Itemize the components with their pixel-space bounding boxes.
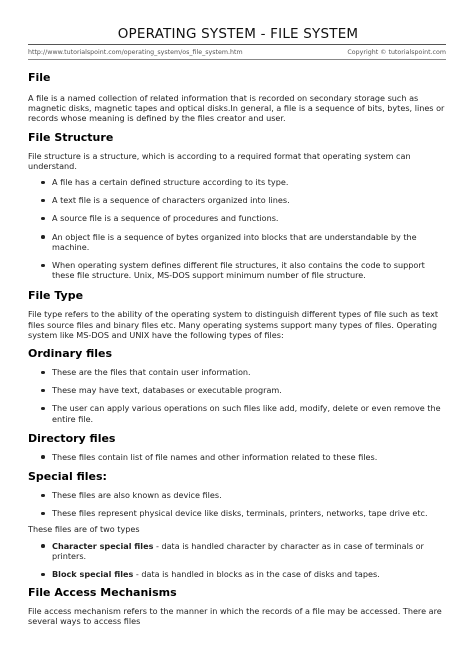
list-item: These may have text, databases or executable program.	[28, 385, 448, 395]
list-item: These are the files that contain user information.	[28, 367, 448, 377]
document-body	[28, 70, 448, 627]
heading-file: File	[28, 71, 51, 84]
list-item: These files are also known as device files.	[28, 490, 448, 500]
heading-file-access-mechanisms: File Access Mechanisms	[28, 586, 177, 600]
directory-files-list	[28, 452, 448, 462]
type-name: Character special files	[52, 540, 154, 551]
list-item	[28, 541, 448, 561]
file-paragraph: A file is a named collection of related information that is recorded on secondary storage such as magnetic disks, magnetic tapes and optical disks.In general, a file is a sequence of bits, bytes, lines or records whose meaning is defined by the files creator and user.	[28, 93, 445, 124]
list-item: A source file is a sequence of procedures and functions.	[28, 213, 448, 223]
file-type-paragraph: File type refers to the ability of the operating system to distinguish different types of file such as text files source files and binary files etc. Many operating systems support many types of files. Operating system like MS-DOS and UNIX have the following types of files:	[28, 309, 439, 340]
list-item: A text file is a sequence of characters organized into lines.	[28, 195, 448, 205]
page-title: OPERATING SYSTEM - FILE SYSTEM	[117, 26, 359, 42]
source-url[interactable]: http://www.tutorialspoint.com/operating_system/os_file_system.htm	[28, 49, 243, 56]
type-description: - data is handled character by character as in case of terminals or printers.	[52, 540, 424, 561]
list-item: These files represent physical device like disks, terminals, printers, networks, tape drive etc.	[28, 508, 448, 518]
heading-special-files: Special files:	[28, 470, 107, 484]
heading-directory-files: Directory files	[28, 431, 116, 445]
file-access-paragraph: File access mechanism refers to the manner in which the records of a file may be accessed. There are several ways to access files	[28, 606, 442, 627]
special-files-list	[28, 490, 448, 518]
ordinary-files-list	[28, 367, 448, 424]
list-item: These files contain list of file names and other information related to these files.	[28, 452, 448, 462]
special-types-intro: These files are of two types	[28, 524, 140, 535]
list-item: When operating system defines different file structures, it also contains the code to support these file structure. Unix, MS-DOS support minimum number of file structure.	[28, 260, 448, 280]
subheader-divider	[28, 59, 446, 60]
type-description: - data is handled in blocks as in the case of disks and tapes.	[133, 569, 380, 580]
list-item: An object file is a sequence of bytes organized into blocks that are understandable by the machine.	[28, 232, 448, 252]
heading-file-type: File Type	[28, 289, 84, 303]
list-item: A file has a certain defined structure according to its type.	[28, 177, 448, 187]
list-item: The user can apply various operations on such files like add, modify, delete or even remove the entire file.	[28, 403, 448, 423]
special-types-list	[28, 541, 448, 580]
copyright-notice: Copyright © tutorialspoint.com	[347, 49, 446, 56]
heading-file-structure: File Structure	[28, 130, 114, 144]
list-item	[28, 569, 448, 579]
file-structure-list	[28, 177, 448, 280]
header-divider	[28, 44, 446, 45]
type-name: Block special files	[52, 569, 134, 580]
file-structure-paragraph: File structure is a structure, which is according to a required format that operating system can understand.	[28, 150, 411, 171]
heading-ordinary-files: Ordinary files	[28, 347, 113, 361]
